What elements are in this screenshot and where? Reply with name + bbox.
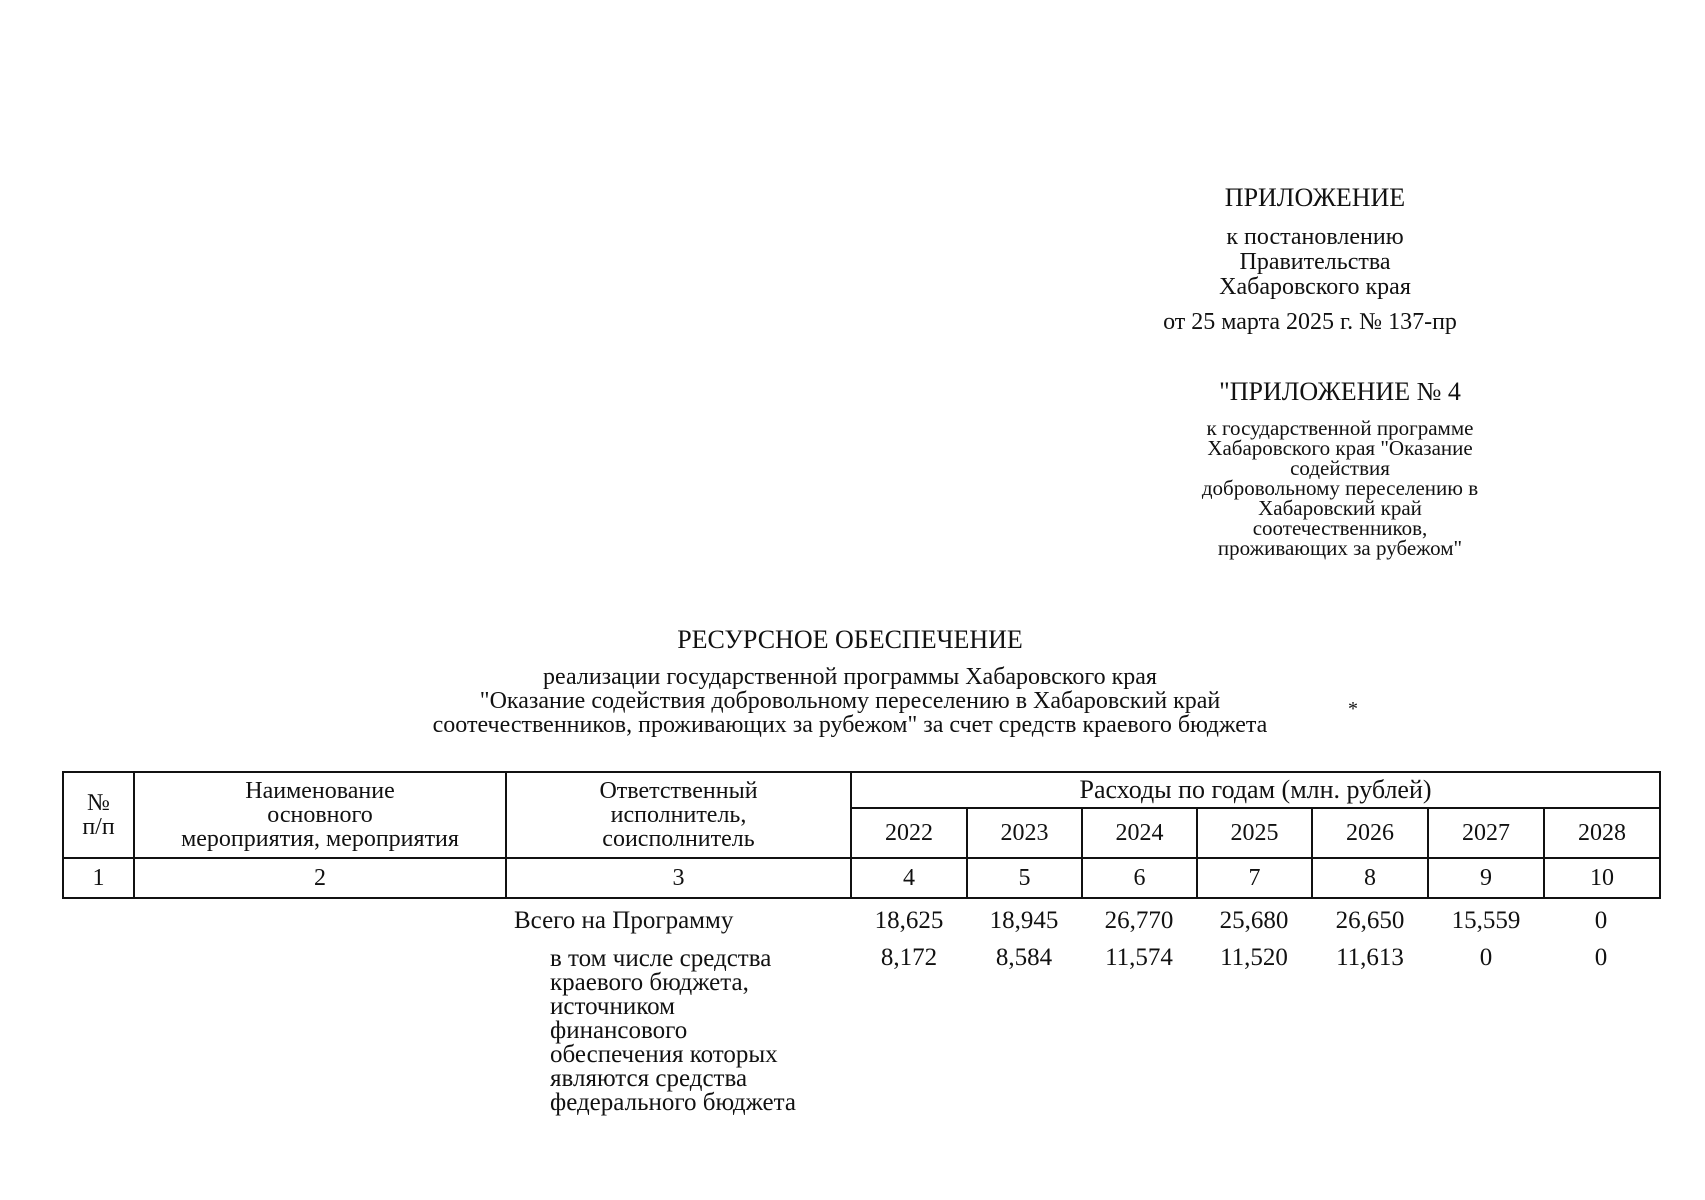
appendix4-line: проживающих за рубежом" bbox=[1217, 536, 1463, 560]
appendix4-description bbox=[1175, 418, 1505, 558]
col-number-header: № п/п bbox=[63, 772, 134, 858]
row-total-value: 18,625 bbox=[874, 907, 944, 934]
col-executor-header: Ответственный исполнитель, соисполнитель bbox=[506, 772, 851, 858]
subtitle-line: соотечественников, проживающих за рубежом" за счет средств краевого бюджета bbox=[432, 712, 1268, 738]
column-number: 9 bbox=[1428, 858, 1544, 898]
label-line: источником bbox=[550, 993, 675, 1020]
appendix4-line: к государственной программе bbox=[1206, 416, 1474, 440]
row-regional-value: 0 bbox=[1594, 944, 1608, 971]
column-number: 5 bbox=[967, 858, 1082, 898]
table-header-row bbox=[63, 772, 1660, 808]
row-total-value: 26,770 bbox=[1104, 907, 1174, 934]
row-total-value: 26,650 bbox=[1335, 907, 1405, 934]
row-total-value: 0 bbox=[1594, 907, 1608, 934]
column-number: 4 bbox=[851, 858, 967, 898]
year-header: 2022 bbox=[851, 808, 967, 858]
column-number: 6 bbox=[1082, 858, 1197, 898]
label-line: в том числе средства bbox=[550, 945, 772, 972]
column-number: 2 bbox=[134, 858, 506, 898]
subtitle-line: "Оказание содействия добровольному переселению в Хабаровский край bbox=[479, 688, 1221, 714]
resource-table bbox=[62, 771, 1661, 899]
row-total-value: 25,680 bbox=[1219, 907, 1289, 934]
document-title: РЕСУРСНОЕ ОБЕСПЕЧЕНИЕ bbox=[677, 625, 1023, 654]
expenses-header: Расходы по годам (млн. рублей) bbox=[851, 772, 1660, 808]
label-line: краевого бюджета, bbox=[550, 969, 749, 996]
year-header: 2024 bbox=[1082, 808, 1197, 858]
row-total-label: Всего на Программу bbox=[514, 907, 734, 934]
row-total-value: 18,945 bbox=[989, 907, 1059, 934]
year-header: 2023 bbox=[967, 808, 1082, 858]
col-name-header: Наименование основного мероприятия, мероприятия bbox=[134, 772, 506, 858]
row-regional-label bbox=[550, 947, 860, 1115]
footnote-asterisk: * bbox=[1348, 698, 1358, 720]
row-regional-value: 8,584 bbox=[995, 944, 1053, 971]
row-regional-value: 11,574 bbox=[1105, 944, 1173, 971]
appendix4-line: Хабаровский край соотечественников, bbox=[1252, 496, 1428, 540]
column-numbers-row bbox=[63, 858, 1660, 898]
column-number: 1 bbox=[63, 858, 134, 898]
row-total-value: 15,559 bbox=[1451, 907, 1521, 934]
appendix4-line: добровольному переселению в bbox=[1201, 476, 1479, 500]
document-subtitle bbox=[320, 665, 1380, 737]
label-line: федерального бюджета bbox=[550, 1089, 796, 1116]
appendix-to-line-1: к постановлению bbox=[1226, 224, 1404, 250]
appendix-date-line: от 25 марта 2025 г. № 137-пр bbox=[1163, 309, 1457, 335]
row-regional-value: 11,613 bbox=[1336, 944, 1404, 971]
column-number: 10 bbox=[1544, 858, 1660, 898]
year-header: 2026 bbox=[1312, 808, 1428, 858]
label-line: обеспечения которых bbox=[550, 1041, 778, 1068]
year-header: 2025 bbox=[1197, 808, 1312, 858]
appendix-to-line-2: Правительства bbox=[1239, 249, 1391, 275]
column-number: 3 bbox=[506, 858, 851, 898]
column-number: 7 bbox=[1197, 858, 1312, 898]
label-line: финансового bbox=[550, 1017, 688, 1044]
year-header: 2027 bbox=[1428, 808, 1544, 858]
column-number: 8 bbox=[1312, 858, 1428, 898]
row-regional-value: 0 bbox=[1479, 944, 1493, 971]
row-regional-value: 8,172 bbox=[880, 944, 938, 971]
appendix4-title: "ПРИЛОЖЕНИЕ № 4 bbox=[1219, 377, 1461, 406]
subtitle-line: реализации государственной программы Хабаровского края bbox=[543, 664, 1157, 690]
appendix4-line: Хабаровского края "Оказание содействия bbox=[1207, 436, 1473, 480]
row-regional-value: 11,520 bbox=[1220, 944, 1288, 971]
year-header: 2028 bbox=[1544, 808, 1660, 858]
appendix-title: ПРИЛОЖЕНИЕ bbox=[1224, 183, 1406, 212]
label-line: являются средства bbox=[550, 1065, 748, 1092]
appendix-to-line-3: Хабаровского края bbox=[1219, 274, 1411, 300]
